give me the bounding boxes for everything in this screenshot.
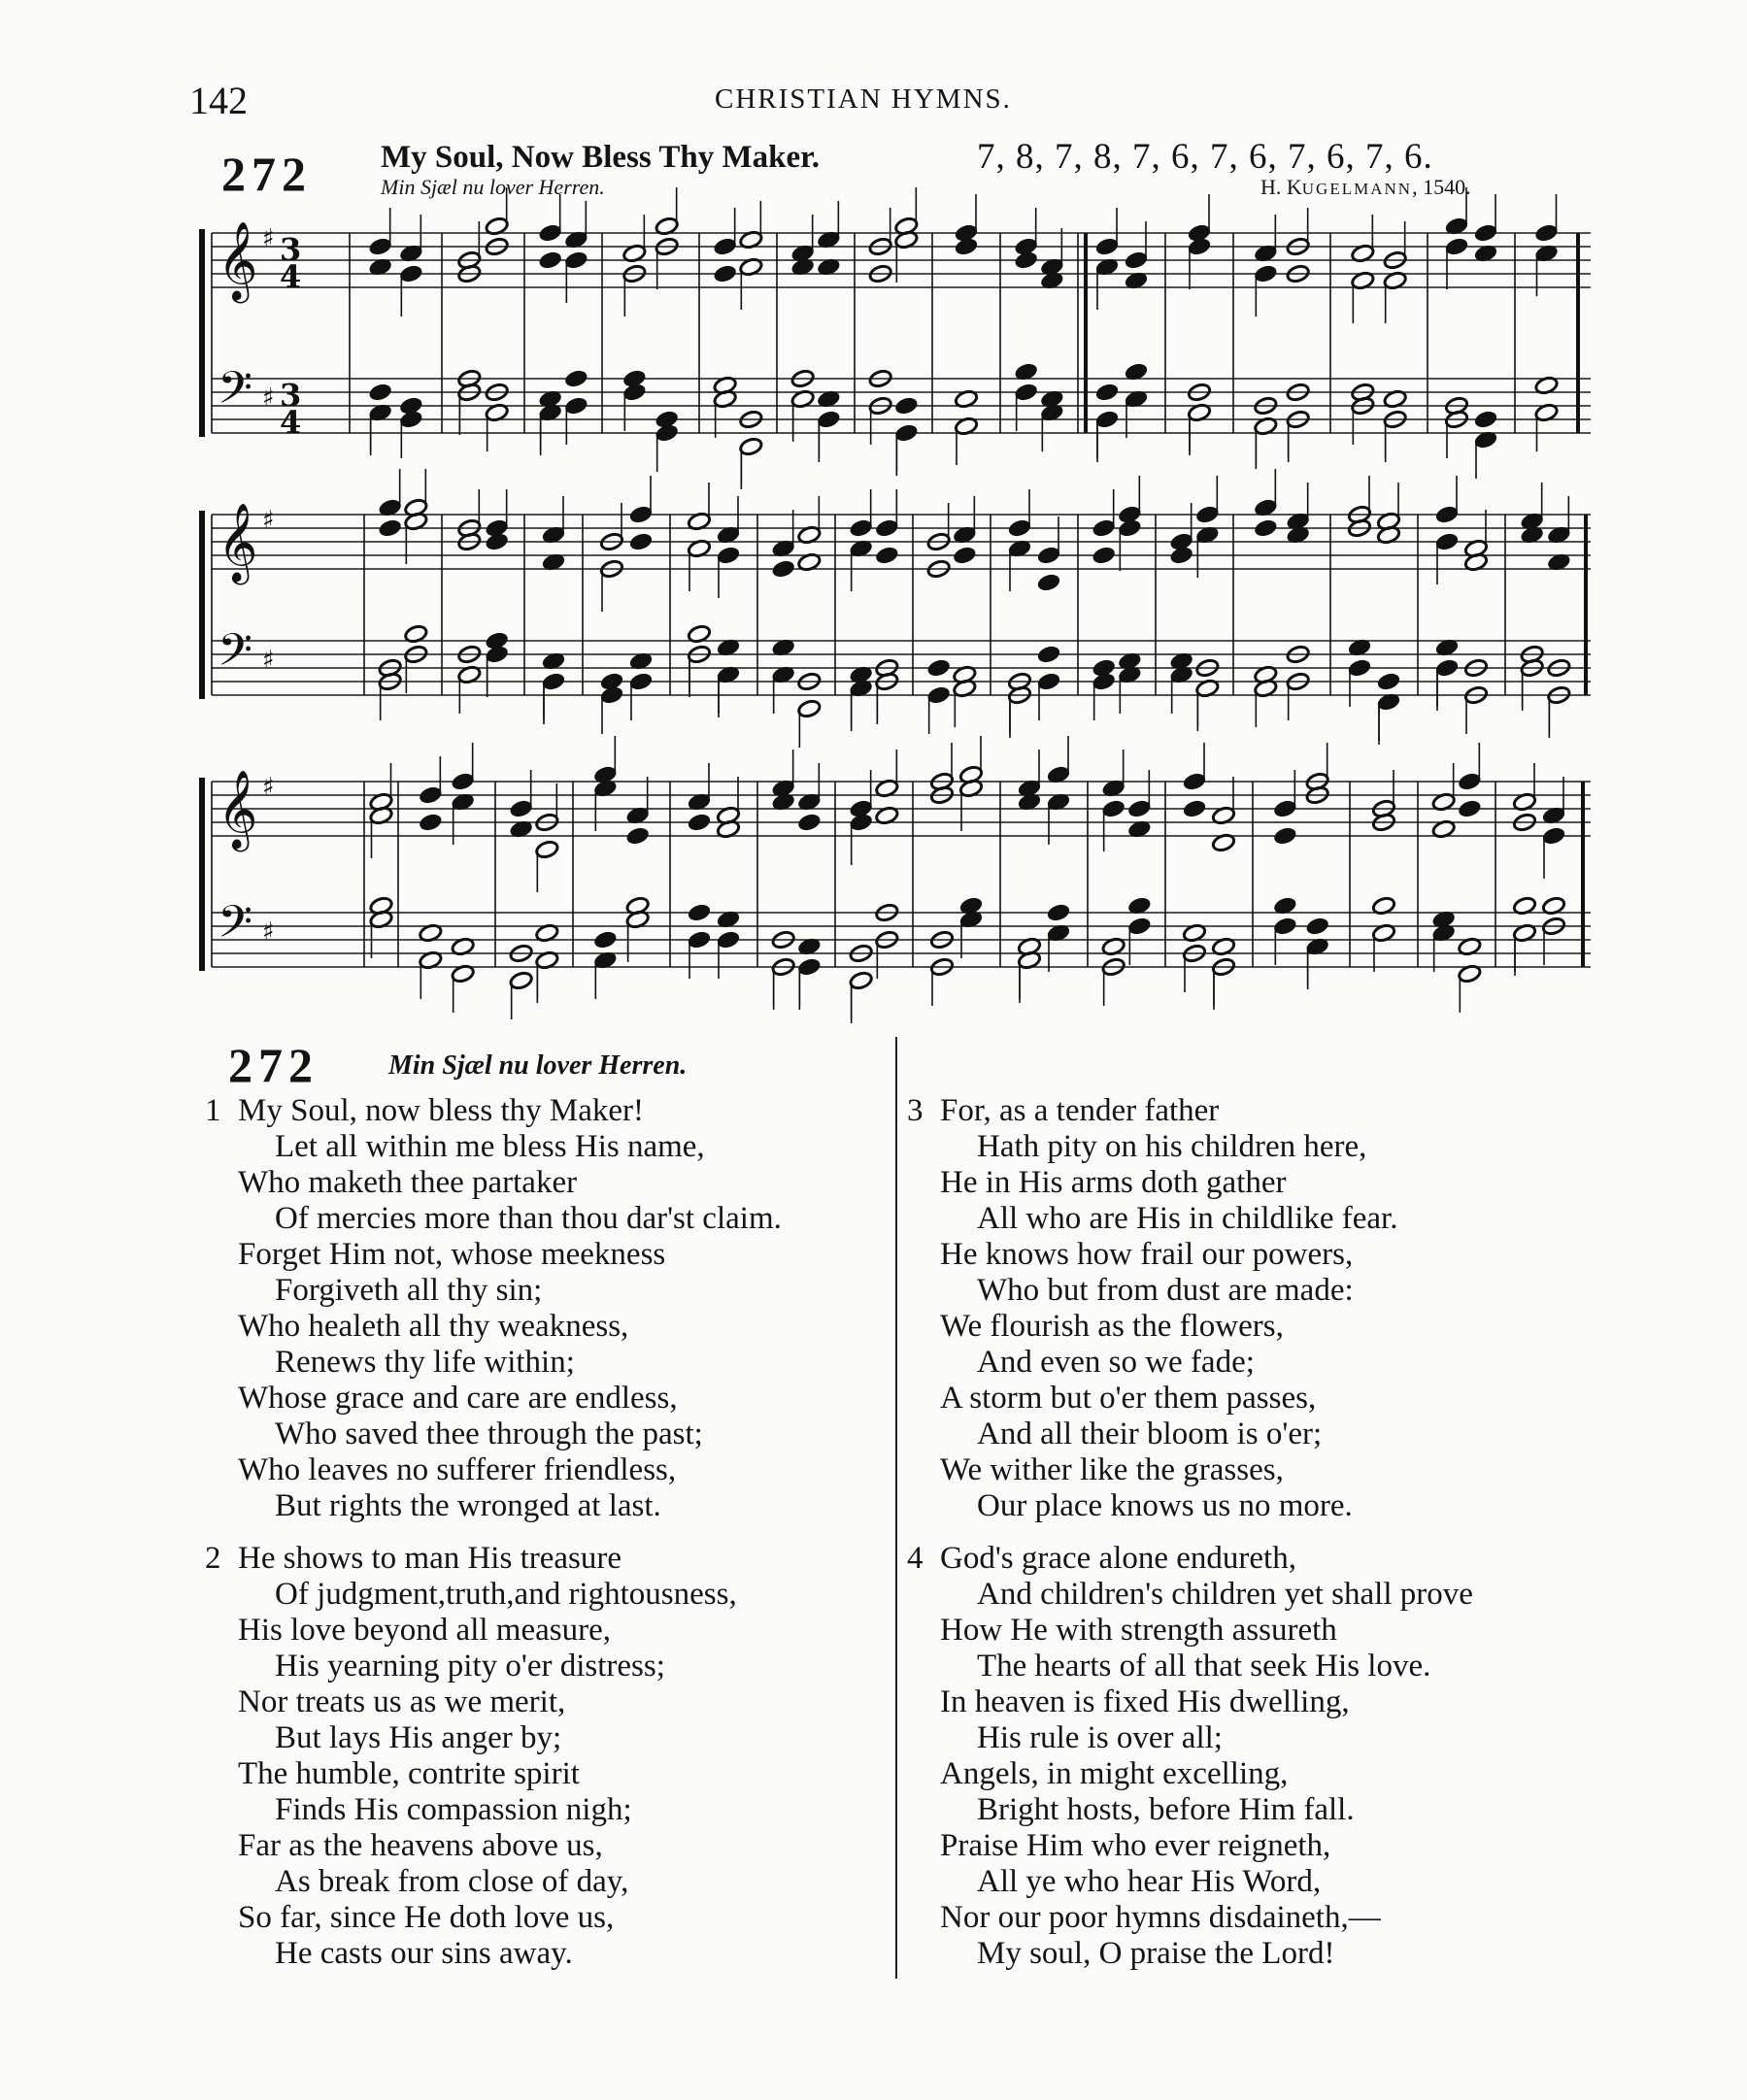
stanza-number: 2 — [205, 1541, 221, 1576]
time-signature-bottom: 4 — [280, 258, 302, 295]
music-score — [0, 0, 1747, 1029]
notehead — [1127, 917, 1152, 937]
notehead — [368, 383, 392, 403]
notehead — [713, 264, 737, 284]
stanza-line: My Soul, now bless thy Maker! — [238, 1093, 644, 1128]
notehead — [399, 410, 423, 430]
stanza-line: So far, since He doth love us, — [238, 1900, 615, 1935]
notehead — [875, 546, 899, 566]
stanza-line: His love beyond all measure, — [238, 1613, 611, 1648]
notehead — [1118, 518, 1142, 539]
notehead — [1273, 799, 1297, 819]
bass-clef: 𝄢 — [218, 896, 253, 959]
notehead — [1458, 772, 1482, 792]
notehead — [1094, 383, 1119, 403]
notehead — [1182, 772, 1206, 792]
stanza-line: His rule is over all; — [977, 1720, 1223, 1755]
notehead — [622, 383, 647, 403]
notehead — [628, 532, 653, 552]
stanza-line: Who maketh thee partaker — [238, 1165, 578, 1200]
notehead — [1305, 917, 1329, 937]
stanza-line: Whose grace and care are endless, — [238, 1381, 678, 1416]
notehead — [1376, 672, 1400, 692]
notehead — [1473, 223, 1497, 244]
notehead — [1101, 799, 1125, 819]
notehead — [1094, 237, 1119, 257]
notehead — [926, 658, 951, 679]
notehead — [1347, 658, 1371, 679]
notehead — [535, 840, 559, 860]
stanza-line: All who are His in childlike fear. — [977, 1201, 1398, 1236]
notehead — [541, 672, 565, 692]
notehead — [1092, 546, 1116, 566]
time-signature-top: 3 — [280, 377, 302, 414]
notehead — [1036, 672, 1060, 692]
notehead — [1473, 410, 1497, 430]
notehead — [1254, 518, 1278, 539]
notehead — [399, 264, 423, 284]
stanza-line: Forgiveth all thy sin; — [275, 1273, 543, 1308]
treble-clef: 𝄞 — [218, 220, 258, 300]
notehead — [1036, 645, 1060, 665]
notehead — [1092, 672, 1116, 692]
notehead — [1124, 250, 1148, 271]
notehead — [687, 930, 711, 950]
notehead — [1094, 410, 1119, 430]
stanza-line: Who healeth all thy weakness, — [238, 1309, 629, 1344]
stanza-4 — [907, 1541, 1473, 1972]
notehead — [954, 237, 978, 257]
key-signature-sharp: ♯ — [262, 383, 275, 413]
stanza-line: And all their bloom is o'er; — [977, 1417, 1323, 1451]
stanza-line: His yearning pity o'er distress; — [275, 1649, 665, 1683]
text-hymn-number: 272 — [228, 1038, 319, 1092]
hymn-number: 272 — [221, 147, 312, 201]
notehead — [564, 369, 588, 389]
stanza-line: And children's children yet shall prove — [977, 1577, 1473, 1612]
stanza-line: Let all within me bless His name, — [275, 1129, 705, 1164]
notehead — [1092, 518, 1116, 539]
stanza-line: Praise Him who ever reigneth, — [940, 1828, 1331, 1863]
text-original-title: Min Sjæl nu lover Herren. — [388, 1050, 688, 1081]
notehead — [419, 813, 443, 833]
stanza-line: Nor our poor hymns disdaineth,— — [940, 1900, 1381, 1935]
notehead — [625, 826, 650, 847]
stanza-line: Angels, in might excelling, — [940, 1756, 1289, 1791]
bass-clef: 𝄢 — [218, 362, 253, 425]
notehead — [716, 930, 740, 950]
treble-clef: 𝄞 — [218, 502, 258, 582]
notehead — [655, 423, 679, 444]
notehead — [849, 813, 873, 833]
notehead — [1007, 518, 1031, 539]
stanza-number: 3 — [907, 1093, 924, 1128]
notehead — [1187, 237, 1211, 257]
notehead — [509, 799, 533, 819]
notehead — [953, 546, 977, 566]
stanza-line: For, as a tender father — [940, 1093, 1220, 1128]
stanza-line: Who leaves no sufferer friendless, — [238, 1452, 677, 1487]
stanza-3 — [907, 1093, 1398, 1524]
hymn-meter: 7, 8, 7, 8, 7, 6, 7, 6, 7, 6, 7, 6. — [977, 137, 1433, 177]
notehead — [1434, 532, 1459, 552]
notehead — [538, 250, 562, 271]
stanza-line: And even so we fade; — [977, 1345, 1255, 1380]
notehead — [485, 532, 509, 552]
stanza-line: God's grace alone endureth, — [940, 1541, 1296, 1576]
treble-clef: 𝄞 — [218, 769, 258, 849]
notehead — [538, 223, 562, 244]
notehead — [771, 559, 795, 580]
notehead — [875, 518, 899, 539]
notehead — [817, 410, 841, 430]
stanza-number: 1 — [205, 1093, 221, 1128]
notehead — [368, 237, 392, 257]
stanza-line: He shows to man His treasure — [238, 1541, 622, 1576]
stanza-line: Hath pity on his children here, — [977, 1129, 1367, 1164]
stanza-line: Finds His compassion nigh; — [275, 1792, 632, 1827]
stanza-line: Our place knows us no more. — [977, 1488, 1353, 1523]
bass-clef: 𝄢 — [218, 624, 253, 687]
stanza-line: We wither like the grasses, — [940, 1452, 1284, 1487]
notehead — [1127, 799, 1152, 819]
notehead — [628, 672, 653, 692]
notehead — [1434, 505, 1459, 525]
notehead — [849, 518, 873, 539]
notehead — [1458, 799, 1482, 819]
stanza-line: Who but from dust are made: — [977, 1273, 1354, 1308]
score-svg — [0, 0, 1747, 1029]
notehead — [509, 971, 533, 991]
notehead — [687, 903, 711, 923]
notehead — [1273, 826, 1297, 847]
notehead — [716, 546, 740, 566]
key-signature-sharp: ♯ — [262, 773, 275, 802]
stanza-line: Renews thy life within; — [275, 1345, 575, 1380]
key-signature-sharp: ♯ — [262, 224, 275, 253]
notehead — [593, 930, 618, 950]
notehead — [1541, 826, 1565, 847]
notehead — [894, 396, 919, 417]
hymn-title: My Soul, Now Bless Thy Maker. — [381, 140, 820, 175]
stanza-2 — [205, 1541, 737, 1972]
stanza-1 — [205, 1093, 782, 1524]
time-signature-top: 3 — [280, 231, 302, 268]
notehead — [1273, 917, 1297, 937]
notehead — [599, 685, 623, 706]
notehead — [1444, 237, 1468, 257]
notehead — [713, 237, 737, 257]
stanza-line: My soul, O praise the Lord! — [977, 1936, 1335, 1971]
notehead — [451, 772, 475, 792]
stanza-line: Nor treats us as we merit, — [238, 1684, 566, 1719]
notehead — [564, 250, 588, 271]
notehead — [1169, 546, 1193, 566]
stanza-line: All ye who hear His Word, — [977, 1864, 1322, 1899]
notehead — [1434, 658, 1459, 679]
stanza-line: How He with strength assureth — [940, 1613, 1337, 1648]
notehead — [739, 437, 763, 457]
notehead — [419, 785, 443, 806]
composer-name-rest: UGELMANN — [1301, 180, 1413, 198]
key-signature-sharp: ♯ — [262, 917, 275, 947]
key-signature-sharp: ♯ — [262, 646, 275, 675]
notehead — [687, 813, 711, 833]
running-title: CHRISTIAN HYMNS. — [715, 83, 1012, 115]
notehead — [797, 813, 822, 833]
notehead — [926, 685, 951, 706]
notehead — [1195, 505, 1220, 525]
stanza-line: Of mercies more than thou dar'st claim. — [275, 1201, 782, 1236]
notehead — [1014, 250, 1038, 271]
stanza-line: The humble, contrite spirit — [238, 1756, 580, 1791]
notehead — [1182, 799, 1206, 819]
stanza-line: As break from close of day, — [275, 1864, 629, 1899]
stanza-line: Of judgment,truth,and rightousness, — [275, 1577, 737, 1612]
notehead — [378, 518, 402, 539]
notehead — [1036, 546, 1060, 566]
stanza-line: He in His arms doth gather — [940, 1165, 1287, 1200]
notehead — [894, 423, 919, 444]
stanza-line: The hearts of all that seek His love. — [977, 1649, 1431, 1683]
time-signature-bottom: 4 — [280, 404, 302, 441]
stanza-line: We flourish as the flowers, — [940, 1309, 1284, 1344]
page-number: 142 — [189, 79, 248, 122]
stanza-line: He casts our sins away. — [275, 1936, 573, 1971]
notehead — [849, 971, 873, 991]
stanza-line: Forget Him not, whose meekness — [238, 1237, 666, 1272]
key-signature-sharp: ♯ — [262, 506, 275, 535]
stanza-line: But rights the wronged at last. — [275, 1488, 661, 1523]
notehead — [797, 957, 822, 978]
notehead — [1046, 903, 1070, 923]
composer-name-lead: K — [1286, 175, 1302, 199]
stanza-line: Far as the heavens above us, — [238, 1828, 603, 1863]
notehead — [628, 505, 653, 525]
notehead — [797, 699, 822, 719]
stanza-line: Bright hosts, before Him fall. — [977, 1792, 1355, 1827]
stanza-line: He knows how frail our powers, — [940, 1237, 1354, 1272]
notehead — [1036, 573, 1060, 593]
stanza-number: 4 — [907, 1541, 924, 1576]
composer-initial: H. — [1260, 175, 1282, 199]
stanza-line: A storm but o'er them passes, — [940, 1381, 1317, 1416]
column-divider — [895, 1037, 897, 1979]
stanza-line: But lays His anger by; — [275, 1720, 562, 1755]
composer-year: , 1540. — [1412, 175, 1471, 199]
notehead — [1534, 223, 1559, 244]
stanza-line: Who saved thee through the past; — [275, 1417, 703, 1451]
notehead — [1014, 383, 1038, 403]
hymn-original-title: Min Sjæl nu lover Herren. — [381, 175, 605, 199]
stanza-line: In heaven is fixed His dwelling, — [940, 1684, 1350, 1719]
notehead — [1254, 264, 1278, 284]
notehead — [564, 396, 588, 417]
notehead — [485, 645, 509, 665]
